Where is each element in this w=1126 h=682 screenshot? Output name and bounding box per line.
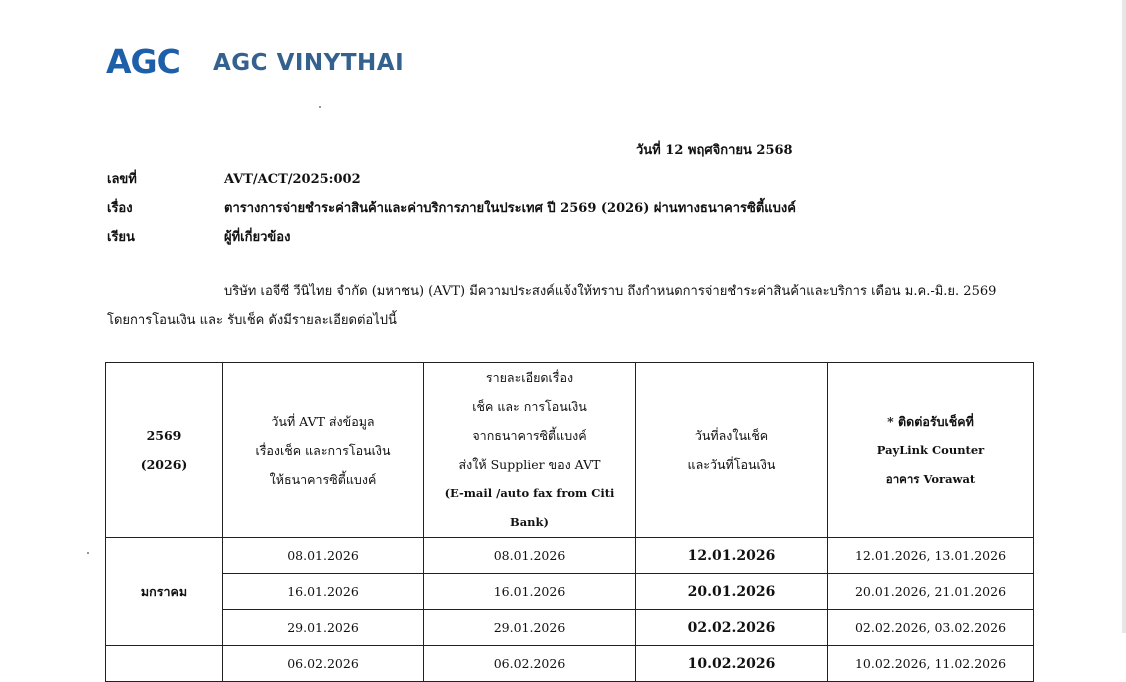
- header-pickup-line: * ติดต่อรับเช็คที่: [887, 413, 974, 429]
- scan-speck: [87, 552, 89, 554]
- meta-to: [107, 228, 290, 248]
- meta-number-value: AVT/ACT/2025:002: [224, 172, 361, 187]
- meta-to-label: เรียน: [107, 230, 135, 245]
- cheque-date-cell: 12.01.2026: [636, 538, 828, 574]
- body-paragraph-line-1: บริษัท เอจีซี วีนิไทย จำกัด (มหาชน) (AVT) มีความประสงค์แจ้งให้ทราบ ถึงกำหนดการจ่ายชำระค่าสินค้าและบริการ เดือน ม.ค.-มิ.ย. 2569: [224, 284, 997, 299]
- header-cheque-line: และวันที่โอนเงิน: [687, 457, 776, 472]
- detail-date-cell: 06.02.2026: [424, 646, 636, 682]
- detail-date-cell: 29.01.2026: [424, 610, 636, 646]
- document-date: วันที่ 12 พฤศจิกายน 2568: [636, 143, 793, 158]
- header-detail: [424, 363, 636, 538]
- scan-speck: [319, 106, 321, 108]
- header-detail-line: ส่งให้ Supplier ของ AVT: [458, 457, 601, 472]
- send-date-cell: 29.01.2026: [223, 610, 424, 646]
- header-detail-line: รายละเอียดเรื่อง: [485, 370, 574, 385]
- header-cheque-line: วันที่ลงในเช็ค: [694, 428, 769, 443]
- send-date-cell: 06.02.2026: [223, 646, 424, 682]
- detail-date-cell: 08.01.2026: [424, 538, 636, 574]
- month-cell: มกราคม: [106, 538, 223, 646]
- header-send-line: เรื่องเช็ค และการโอนเงิน: [255, 442, 391, 458]
- meta-subject: [107, 199, 796, 219]
- table-row: [106, 646, 1034, 682]
- header-year: [106, 363, 223, 538]
- company-name: AGC VINYTHAI: [213, 50, 405, 76]
- header-pickup-line: PayLink Counter: [876, 442, 985, 457]
- header-detail-line: จากธนาคารซิตี้แบงค์: [472, 428, 587, 443]
- header-year-line: (2026): [140, 457, 188, 472]
- payment-schedule-table: [105, 362, 1034, 682]
- header-detail-line: เช็ค และ การโอนเงิน: [472, 399, 587, 414]
- pickup-dates-cell: 10.02.2026, 11.02.2026: [828, 646, 1034, 682]
- table-row: [106, 574, 1034, 610]
- table-row: [106, 610, 1034, 646]
- cheque-date-cell: 10.02.2026: [636, 646, 828, 682]
- header-cheque-date: [636, 363, 828, 538]
- body-paragraph-line-2: โดยการโอนเงิน และ รับเช็ค ดังมีรายละเอียดต่อไปนี้: [107, 313, 397, 328]
- table-row: [106, 538, 1034, 574]
- meta-subject-label: เรื่อง: [107, 201, 133, 216]
- pickup-dates-cell: 12.01.2026, 13.01.2026: [828, 538, 1034, 574]
- meta-subject-value: ตารางการจ่ายชำระค่าสินค้าและค่าบริการภายในประเทศ ปี 2569 (2026) ผ่านทางธนาคารซิตี้แบงค์: [224, 201, 796, 216]
- cheque-date-cell: 02.02.2026: [636, 610, 828, 646]
- cheque-date-cell: 20.01.2026: [636, 574, 828, 610]
- header-pickup: [828, 363, 1034, 538]
- meta-to-value: ผู้ที่เกี่ยวข้อง: [224, 230, 291, 245]
- header-send-date: [223, 363, 424, 538]
- agc-logo: AGC: [106, 42, 180, 81]
- detail-date-cell: 16.01.2026: [424, 574, 636, 610]
- header-detail-line: (E-mail /auto fax from Citi Bank): [444, 486, 615, 529]
- header-year-line: 2569: [146, 428, 182, 443]
- table-header-row: [106, 363, 1034, 538]
- header-pickup-line: อาคาร Vorawat: [885, 471, 976, 486]
- header-send-line: ให้ธนาคารซิตี้แบงค์: [269, 471, 377, 487]
- meta-number: [107, 170, 361, 190]
- header-send-line: วันที่ AVT ส่งข้อมูล: [271, 413, 375, 429]
- page-edge: [1122, 0, 1126, 633]
- send-date-cell: 08.01.2026: [223, 538, 424, 574]
- meta-number-label: เลขที่: [107, 172, 137, 187]
- month-cell-next: [106, 646, 223, 682]
- pickup-dates-cell: 20.01.2026, 21.01.2026: [828, 574, 1034, 610]
- send-date-cell: 16.01.2026: [223, 574, 424, 610]
- pickup-dates-cell: 02.02.2026, 03.02.2026: [828, 610, 1034, 646]
